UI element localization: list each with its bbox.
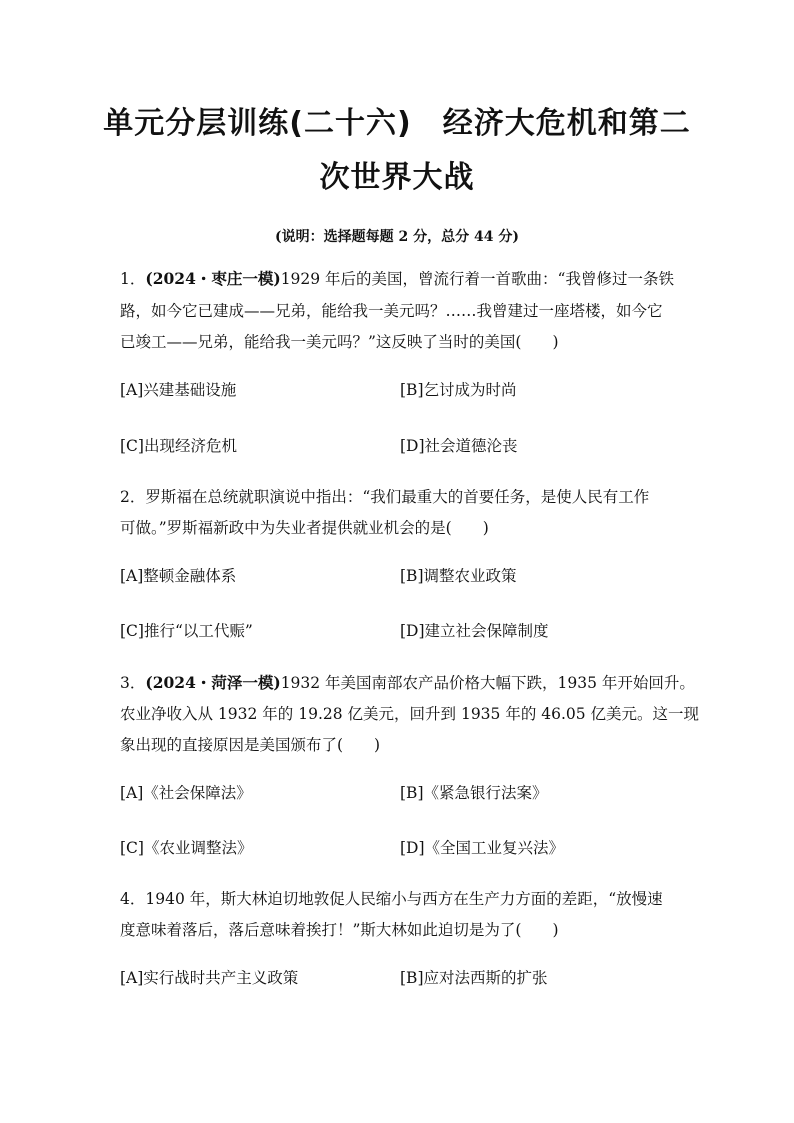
question-2-line-2: 可做。”罗斯福新政中为失业者提供就业机会的是( ) xyxy=(120,519,489,537)
question-1-number: 1． xyxy=(120,270,146,288)
question-2-text-1: 罗斯福在总统就职演说中指出：“我们最重大的首要任务，是使人民有工作 xyxy=(145,488,650,506)
question-2-option-b[interactable]: [B]调整农业政策 xyxy=(400,567,517,585)
question-3-option-c[interactable]: [C]《农业调整法》 xyxy=(120,839,253,857)
question-1-option-d[interactable]: [D]社会道德沦丧 xyxy=(400,437,518,455)
question-3-text-1: 1932 年美国南部农产品价格大幅下跌，1935 年开始回升。 xyxy=(280,674,695,692)
question-4-option-a[interactable]: [A]实行战时共产主义政策 xyxy=(120,969,299,987)
question-1-source: (2024・枣庄一模) xyxy=(145,269,281,288)
question-2-line-1 xyxy=(120,487,649,507)
question-4-text-1: 1940 年，斯大林迫切地敦促人民缩小与西方在生产力方面的差距，“放慢速 xyxy=(145,890,663,908)
question-3-option-d[interactable]: [D]《全国工业复兴法》 xyxy=(400,839,565,857)
question-4-number: 4． xyxy=(120,890,146,908)
question-1-line-1 xyxy=(120,269,674,289)
page-title-line-1: 单元分层训练(二十六) 经济大危机和第二 xyxy=(103,106,691,141)
question-1-text-1: 1929 年后的美国，曾流行着一首歌曲：“我曾修过一条铁 xyxy=(280,270,674,288)
question-3-source: (2024・菏泽一模) xyxy=(145,673,281,692)
question-3-line-1 xyxy=(120,673,695,693)
question-3-option-a[interactable]: [A]《社会保障法》 xyxy=(120,784,252,802)
question-3-number: 3． xyxy=(120,674,146,692)
question-3-line-2: 农业净收入从 1932 年的 19.28 亿美元，回升到 1935 年的 46.05 亿美元。这一现 xyxy=(120,705,700,723)
scoring-note: (说明：选择题每题 2 分，总分 44 分) xyxy=(275,229,519,245)
question-2-option-a[interactable]: [A]整顿金融体系 xyxy=(120,567,237,585)
question-2-option-d[interactable]: [D]建立社会保障制度 xyxy=(400,622,549,640)
question-3-option-b[interactable]: [B]《紧急银行法案》 xyxy=(400,784,548,802)
question-2-number: 2． xyxy=(120,488,146,506)
question-1-line-2: 路，如今它已建成——兄弟，能给我一美元吗？……我曾建过一座塔楼，如今它 xyxy=(120,302,663,320)
question-3-line-3: 象出现的直接原因是美国颁布了( ) xyxy=(120,736,381,754)
question-1-option-a[interactable]: [A]兴建基础设施 xyxy=(120,381,237,399)
question-1-line-3: 已竣工——兄弟，能给我一美元吗？”这反映了当时的美国( ) xyxy=(120,333,559,351)
question-4-option-b[interactable]: [B]应对法西斯的扩张 xyxy=(400,969,548,987)
question-4-line-1 xyxy=(120,889,663,909)
question-2-option-c[interactable]: [C]推行“以工代赈” xyxy=(120,622,253,640)
question-1-option-b[interactable]: [B]乞讨成为时尚 xyxy=(400,381,517,399)
question-4-line-2: 度意味着落后，落后意味着挨打！”斯大林如此迫切是为了( ) xyxy=(120,921,559,939)
question-1-option-c[interactable]: [C]出现经济危机 xyxy=(120,437,237,455)
page-title-line-2: 次世界大战 xyxy=(319,160,475,195)
